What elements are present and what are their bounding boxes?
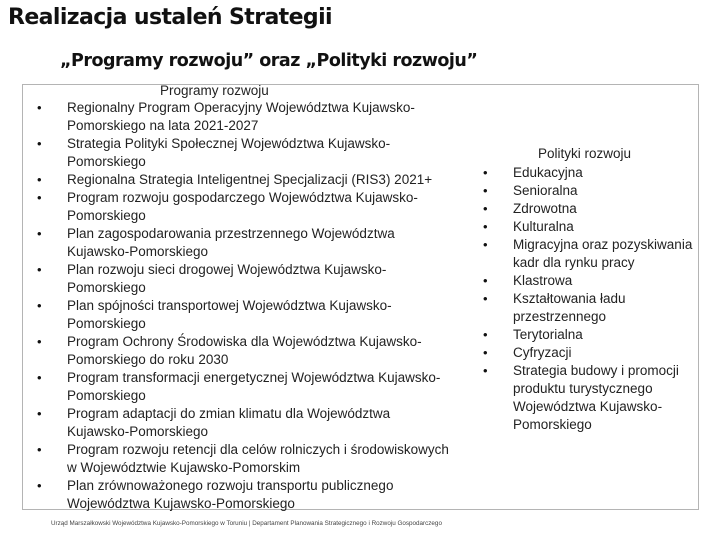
list-item: • Program transformacji energetycznej Województwa Kujawsko-Pomorskiego [25, 369, 455, 405]
list-item: • Senioralna [471, 182, 697, 200]
list-item: • Strategia Polityki Społecznej Województwa Kujawsko-Pomorskiego [25, 135, 455, 171]
policies-list [471, 164, 697, 434]
slide-title: Realizacja ustaleń Strategii [8, 5, 332, 30]
list-item: • Program Ochrony Środowiska dla Województwa Kujawsko-Pomorskiego do roku 2030 [25, 333, 455, 369]
programs-heading: Programy rozwoju [160, 83, 269, 98]
list-item: • Program rozwoju gospodarczego Województwa Kujawsko-Pomorskiego [25, 189, 455, 225]
policies-heading: Polityki rozwoju [538, 146, 632, 161]
list-item: • Plan rozwoju sieci drogowej Województwa Kujawsko-Pomorskiego [25, 261, 455, 297]
footer: Urząd Marszałkowski Województwa Kujawsko-Pomorskiego w Toruniu | Departament Planowania Strategicznego i Rozwoju Gospodarczego [51, 520, 442, 527]
list-item: • Strategia budowy i promocji produktu turystycznego Województwa Kujawsko-Pomorskiego [471, 362, 697, 434]
list-item: • Regionalny Program Operacyjny Województwa Kujawsko-Pomorskiego na lata 2021-2027 [25, 99, 455, 135]
list-item: • Program adaptacji do zmian klimatu dla Województwa Kujawsko-Pomorskiego [25, 405, 455, 441]
list-item: • Kulturalna [471, 218, 697, 236]
list-item: • Program rozwoju retencji dla celów rolniczych i środowiskowych w Województwie Kujawsko-Pomorskim [25, 441, 455, 477]
list-item: • Regionalna Strategia Inteligentnej Specjalizacji (RIS3) 2021+ [25, 171, 455, 189]
programs-list [25, 99, 455, 513]
list-item: • Cyfryzacji [471, 344, 697, 362]
list-item: • Edukacyjna [471, 164, 697, 182]
list-item: • Kształtowania ładu przestrzennego [471, 290, 697, 326]
list-item: • Plan zrównoważonego rozwoju transportu publicznego Województwa Kujawsko-Pomorskiego [25, 477, 455, 513]
list-item: • Terytorialna [471, 326, 697, 344]
list-item: • Klastrowa [471, 272, 697, 290]
list-item: • Zdrowotna [471, 200, 697, 218]
list-item: • Migracyjna oraz pozyskiwania kadr dla rynku pracy [471, 236, 697, 272]
list-item: • Plan spójności transportowej Województwa Kujawsko-Pomorskiego [25, 297, 455, 333]
list-item: • Plan zagospodarowania przestrzennego Województwa Kujawsko-Pomorskiego [25, 225, 455, 261]
slide-subtitle: „Programy rozwoju” oraz „Polityki rozwoju” [60, 51, 478, 71]
